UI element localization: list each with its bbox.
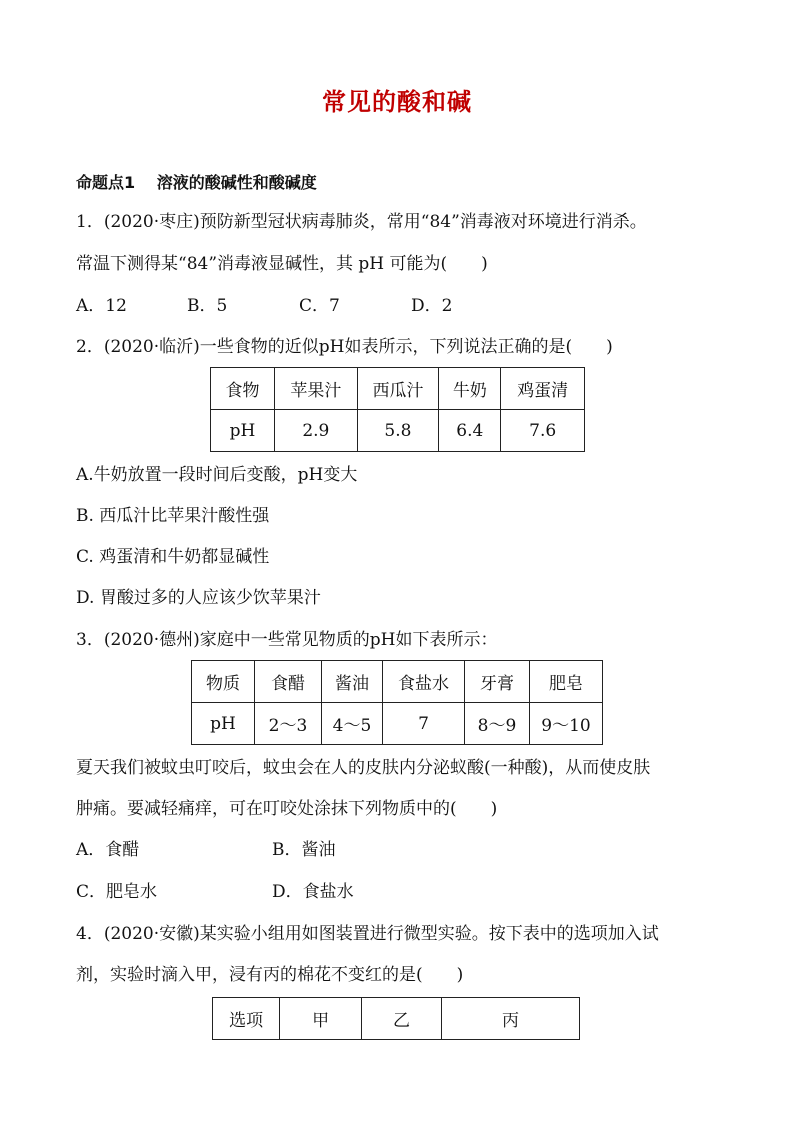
q1-stem-line1: 1．(2020·枣庄)预防新型冠状病毒肺炎，常用“84”消毒液对环境进行消杀。 — [76, 212, 647, 232]
table-row — [213, 998, 580, 1040]
table-cell: 2～3 — [255, 703, 322, 745]
table-cell: 5.8 — [357, 410, 439, 452]
table-cell: 丙 — [442, 998, 580, 1040]
q1-option-b[interactable]: B．5 — [187, 296, 228, 316]
table-cell: pH — [192, 703, 255, 745]
section-heading: 命题点1 溶液的酸碱性和酸碱度 — [76, 173, 317, 192]
table-row — [211, 410, 585, 452]
table-cell: 物质 — [192, 661, 255, 703]
q2-option-a[interactable]: A.牛奶放置一段时间后变酸，pH变大 — [76, 465, 358, 485]
q1-option-c[interactable]: C．7 — [299, 296, 340, 316]
table-row — [211, 368, 585, 410]
table-cell: pH — [211, 410, 275, 452]
table-cell: 苹果汁 — [275, 368, 358, 410]
q3-stem-line2: 肿痛。要减轻痛痒，可在叮咬处涂抹下列物质中的( ) — [76, 799, 498, 819]
table-cell: 食物 — [211, 368, 275, 410]
table-cell: 9～10 — [530, 703, 603, 745]
table-cell: 鸡蛋清 — [501, 368, 585, 410]
table-cell: 西瓜汁 — [357, 368, 439, 410]
q3-stem-line1: 夏天我们被蚊虫叮咬后，蚊虫会在人的皮肤内分泌蚁酸(一种酸)，从而使皮肤 — [76, 758, 651, 778]
q2-stem: 2．(2020·临沂)一些食物的近似pH如表所示，下列说法正确的是( ) — [76, 337, 613, 357]
table-cell: 6.4 — [439, 410, 501, 452]
q4-options-table — [212, 997, 580, 1040]
q2-option-d[interactable]: D. 胃酸过多的人应该少饮苹果汁 — [76, 588, 321, 608]
table-cell: 7.6 — [501, 410, 585, 452]
table-cell: 肥皂 — [530, 661, 603, 703]
table-cell: 8～9 — [465, 703, 530, 745]
q1-option-d[interactable]: D．2 — [411, 296, 453, 316]
page-title: 常见的酸和碱 — [322, 88, 472, 116]
table-row — [192, 661, 603, 703]
table-cell: 乙 — [362, 998, 442, 1040]
table-cell: 食醋 — [255, 661, 322, 703]
q3-ph-table — [191, 660, 603, 745]
table-row — [192, 703, 603, 745]
table-cell: 2.9 — [275, 410, 358, 452]
q3-option-d[interactable]: D．食盐水 — [272, 882, 354, 902]
q3-stem: 3．(2020·德州)家庭中一些常见物质的pH如下表所示： — [76, 630, 498, 650]
q2-option-b[interactable]: B. 西瓜汁比苹果汁酸性强 — [76, 506, 270, 526]
table-cell: 牙膏 — [465, 661, 530, 703]
table-cell: 甲 — [280, 998, 362, 1040]
q2-ph-table — [210, 367, 585, 452]
table-cell: 食盐水 — [383, 661, 465, 703]
q3-option-c[interactable]: C．肥皂水 — [76, 882, 158, 902]
table-cell: 7 — [383, 703, 465, 745]
q3-options-row1 — [76, 839, 336, 861]
q4-stem-line1: 4．(2020·安徽)某实验小组用如图装置进行微型实验。按下表中的选项加入试 — [76, 924, 659, 944]
q1-options — [76, 295, 452, 317]
q3-options-row2 — [76, 881, 354, 903]
q2-option-c[interactable]: C. 鸡蛋清和牛奶都显碱性 — [76, 547, 270, 567]
table-cell: 4～5 — [322, 703, 383, 745]
q4-stem-line2: 剂，实验时滴入甲，浸有丙的棉花不变红的是( ) — [76, 965, 464, 985]
table-cell: 酱油 — [322, 661, 383, 703]
table-cell: 牛奶 — [439, 368, 501, 410]
q1-option-a[interactable]: A．12 — [76, 296, 127, 316]
q3-option-b[interactable]: B．酱油 — [272, 840, 336, 860]
q1-stem-line2: 常温下测得某“84”消毒液显碱性，其 pH 可能为( ) — [76, 254, 488, 274]
q3-option-a[interactable]: A．食醋 — [76, 840, 140, 860]
table-cell: 选项 — [213, 998, 280, 1040]
